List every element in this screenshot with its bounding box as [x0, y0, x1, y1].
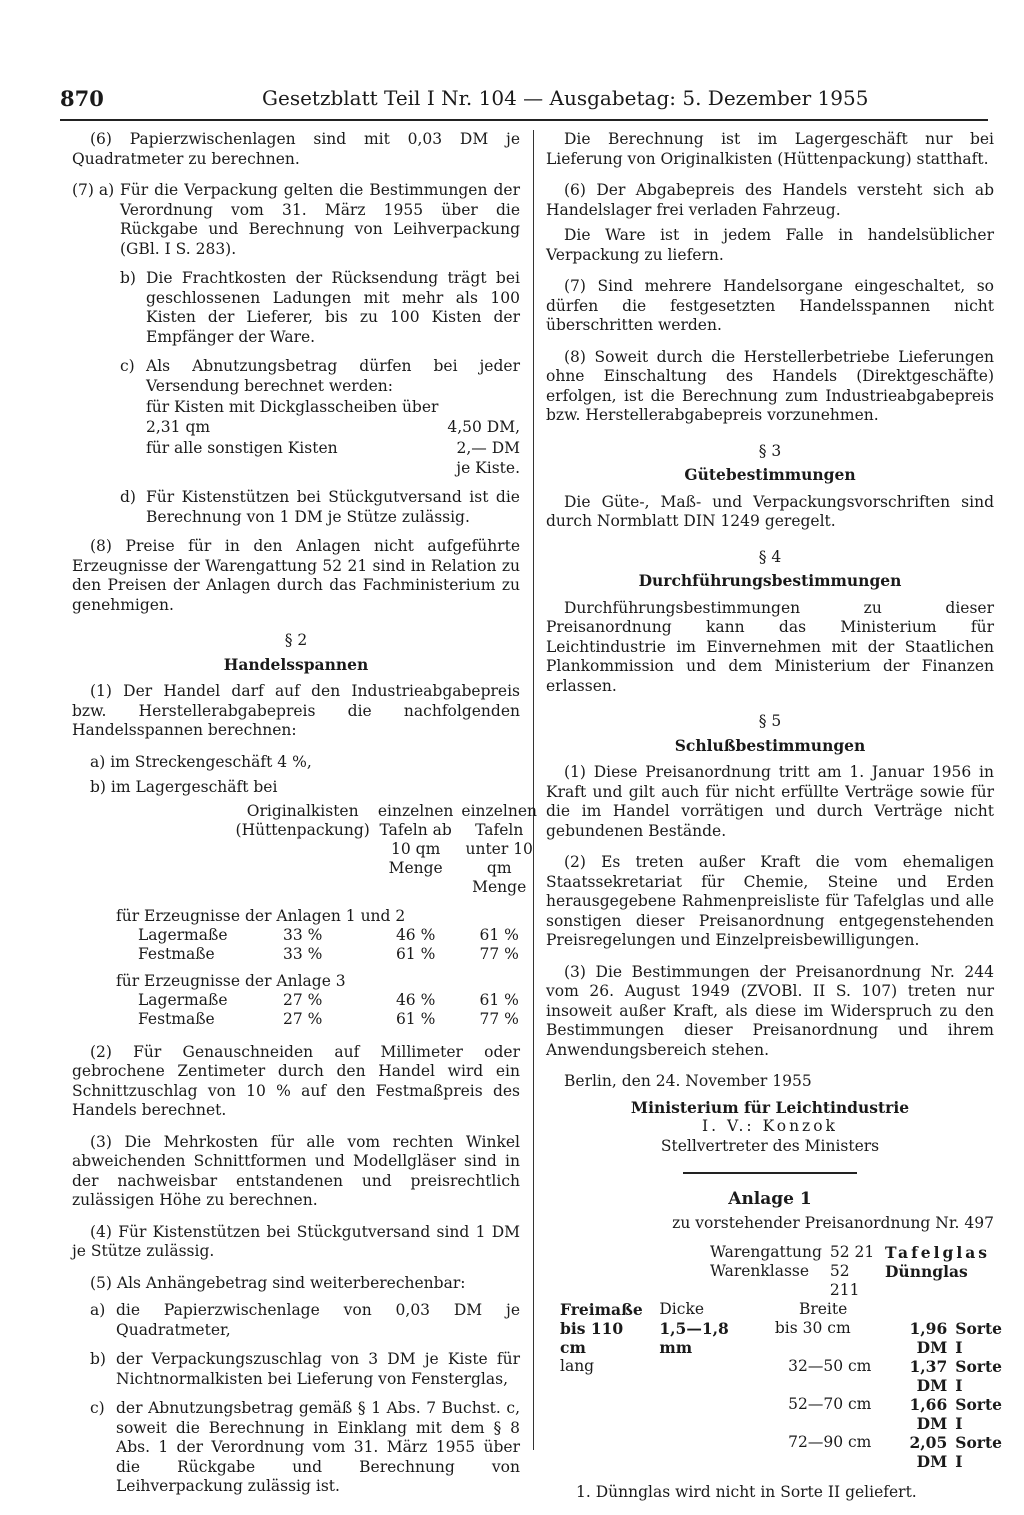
paragraph-8: (8) Preise für in den Anlagen nicht aufgeführte Erzeugnisse der Warengattung 52 21 sind in Relation zu den Preisen der Anlagen durch das Fachministerium zu genehmigen.: [72, 537, 520, 614]
right-column: [546, 130, 1002, 1515]
s5-paragraph-1: (1) Diese Preisanordnung tritt am 1. Januar 1956 in Kraft und gilt auch für nicht erfüllte Verträge sowie für die im Handel vorrätigen und durch Verträge nicht gebundenen Bestände.: [546, 763, 994, 840]
s2-paragraph-3: (3) Die Mehrkosten für alle vom rechten Winkel abweichenden Schnittformen und Modellgläser sind in der nachweisbar entstandenen und preisrechtlich zulässigen Höhe zu berechnen.: [72, 1132, 520, 1209]
header-originalkisten: Originalkisten (Hüttenpackung): [235, 801, 370, 839]
price-table-header: [556, 1300, 1006, 1319]
price-table: [556, 1300, 1006, 1471]
section-2-number: § 2: [284, 631, 308, 649]
col-dicke: Dicke: [659, 1300, 705, 1318]
item-text: Für Kistenstützen bei Stückgutversand ist die Berechnung von 1 DM je Stütze zulässig.: [146, 488, 520, 526]
r-paragraph-8: (8) Soweit durch die Herstellerbetriebe Lieferungen ohne Einschaltung des Handels (Direktgeschäfte) erfolgen, ist die Berechnung zum Industrieabgabepreis bzw. Herstellerabgabepreis vorzunehmen.: [546, 347, 994, 424]
anlage-footnote: 1. Dünnglas wird nicht in Sorte II geliefert.: [576, 1483, 917, 1501]
group-anlage-3: für Erzeugnisse der Anlage 3: [116, 971, 346, 990]
paragraph-7a: [72, 181, 520, 259]
left-column: [72, 130, 537, 1507]
paragraph-7d: [120, 488, 520, 527]
table-row: lang 32—50 cm 1,37 DM Sorte I: [560, 1357, 1002, 1395]
table-row: 52—70 cm 1,66 DM Sorte I: [788, 1395, 1002, 1433]
table-row: Festmaße 27 % 61 % 77 %: [138, 1009, 519, 1028]
page-header: [60, 86, 990, 116]
warenklasse-name: Dünnglas: [884, 1262, 968, 1281]
paragraph-7c: [120, 357, 520, 396]
header-unter-10qm: einzelnen Tafeln unter 10 qm Menge: [461, 801, 537, 896]
signer-name: I. V.: Konzok: [702, 1117, 838, 1135]
anlage-subtitle: zu vorstehender Preisanordnung Nr. 497: [672, 1213, 994, 1232]
s2-item-a: a) im Streckengeschäft 4 %,: [90, 752, 312, 771]
r-paragraph-6b: Die Ware ist in jedem Falle in handelsüblicher Verpackung zu liefern.: [546, 226, 994, 264]
s2-paragraph-5c: c) der Abnutzungsbetrag gemäß § 1 Abs. 7 Buchst. c, soweit die Berechnung in Einklang mit dem § 8 Abs. 1 der Verordnung vom 31. März 1955 über die Rückgabe und Berechnung von Leihverpackung zulässig ist.: [90, 1399, 520, 1495]
r-paragraph-continued: Die Berechnung ist im Lagergeschäft nur bei Lieferung von Originalkisten (Hüttenpackung) statthaft.: [546, 130, 994, 168]
s2-paragraph-5a: a) die Papierzwischenlage von 0,03 DM je Quadratmeter,: [90, 1301, 520, 1339]
section-5-title: Schlußbestimmungen: [674, 735, 866, 755]
warengattung-name: Tafelglas: [884, 1243, 990, 1262]
section-4-number: § 4: [758, 547, 782, 566]
ware-classification: [706, 1243, 994, 1300]
paragraph-7b: [120, 269, 520, 347]
table-row: 72—90 cm 2,05 DM Sorte I: [788, 1433, 1002, 1471]
section-4-title: Durchführungsbestimmungen: [638, 571, 902, 590]
s5-paragraph-3: (3) Die Bestimmungen der Preisanordnung Nr. 244 vom 26. August 1949 (ZVOBl. II S. 107) treten nur insoweit außer Kraft, als diese im Widerspruch zu den Bestimmungen dieser Preisanordnung und ihrem Anwendungsbereich stehen.: [546, 962, 994, 1059]
abnutzung-row-1: [146, 398, 520, 437]
group-anlagen-1-2: für Erzeugnisse der Anlagen 1 und 2: [116, 906, 406, 925]
table-row: Festmaße 33 % 61 % 77 %: [138, 944, 519, 963]
warengattung-code: 52 21: [829, 1243, 875, 1261]
s2-paragraph-4: (4) Für Kistenstützen bei Stückgutversand sind 1 DM je Stütze zulässig.: [72, 1222, 520, 1260]
section-2-title: Handelsspannen: [223, 654, 369, 674]
s2-item-b: b) im Lagergeschäft bei: [90, 778, 278, 796]
abnutzung-label: für Kisten mit Dickglasscheiben über 2,31 qm: [146, 398, 439, 436]
anlage-title: Anlage 1: [728, 1189, 812, 1209]
table-row: bis 110 cm 1,5—1,8 mm bis 30 cm 1,96 DM Sorte I: [560, 1319, 1002, 1357]
r-paragraph-6: (6) Der Abgabepreis des Handels versteht sich ab Handelslager frei verladen Fahrzeug.: [546, 181, 994, 219]
section-3-title: Gütebestimmungen: [684, 465, 856, 484]
running-title: Gesetzblatt Teil I Nr. 104 — Ausgabetag: 5. Dezember 1955: [262, 86, 869, 110]
s2-paragraph-5: (5) Als Anhängebetrag sind weiterberechenbar:: [90, 1273, 466, 1292]
section-separator: [683, 1172, 857, 1174]
s3-paragraph: Die Güte-, Maß- und Verpackungsvorschriften sind durch Normblatt DIN 1249 geregelt.: [546, 492, 994, 530]
header-rule: [60, 119, 988, 121]
s2-paragraph-1: (1) Der Handel darf auf den Industrieabgabepreis bzw. Herstellerabgabepreis die nachfolgenden Handelsspannen berechnen:: [72, 682, 520, 739]
r-paragraph-7: (7) Sind mehrere Handelsorgane eingeschaltet, so dürfen die festgesetzten Handelsspannen nicht überschritten werden.: [546, 277, 994, 334]
table-row: Lagermaße 33 % 46 % 61 %: [138, 925, 519, 944]
table-row: Lagermaße 27 % 46 % 61 %: [138, 990, 519, 1009]
item-text: Die Frachtkosten der Rücksendung trägt bei geschlossenen Ladungen mit mehr als 100 Kisten der Lieferer, bis zu 100 Kisten der Empfänger der Ware.: [146, 269, 520, 346]
item-label: c): [120, 357, 135, 375]
item-label: b): [120, 269, 136, 287]
warengattung-label: Warengattung: [710, 1243, 822, 1261]
abnutzung-value: 2,— DM je Kiste.: [456, 439, 520, 477]
margin-table-header: [112, 802, 541, 897]
col-breite: Breite: [798, 1300, 848, 1318]
column-divider: [533, 130, 534, 1450]
s2-paragraph-2: (2) Für Genauschneiden auf Millimeter oder gebrochene Zentimeter durch den Handel wird ein Schnittzuschlag von 10 % auf den Festmaßpreis des Handels berechnet.: [72, 1042, 520, 1119]
s2-paragraph-5b: b) der Verpackungszuschlag von 3 DM je Kiste für Nichtnormalkisten bei Lieferung von Fensterglas,: [90, 1350, 520, 1388]
margin-table: [112, 802, 541, 1029]
item-text: Als Abnutzungsbetrag dürfen bei jeder Versendung berechnet werden:: [146, 357, 520, 395]
section-3-number: § 3: [758, 441, 782, 460]
header-ab-10qm: einzelnen Tafeln ab 10 qm Menge: [377, 801, 454, 877]
abnutzung-row-2: [146, 439, 520, 478]
page-number: 870: [60, 86, 104, 111]
ministry-name: Ministerium für Leichtindustrie: [630, 1097, 910, 1117]
s4-paragraph: Durchführungsbestimmungen zu dieser Preisanordnung kann das Ministerium für Leichtindustrie im Einvernehmen mit der Staatlichen Plankommission und dem Ministerium der Finanzen erlassen.: [546, 598, 994, 695]
paragraph-6: (6) Papierzwischenlagen sind mit 0,03 DM je Quadratmeter zu berechnen.: [72, 130, 520, 168]
section-5-number: § 5: [758, 712, 782, 730]
warenklasse-label: Warenklasse: [710, 1262, 810, 1280]
warenklasse-code: 52 211: [829, 1262, 860, 1299]
item-label: (7) a): [72, 181, 115, 199]
place-date: Berlin, den 24. November 1955: [564, 1072, 812, 1090]
s5-paragraph-2: (2) Es treten außer Kraft die vom ehemaligen Staatssekretariat für Chemie, Steine und Erden herausgegebene Rahmenpreisliste für Tafelglas und alle sonstigen dieser Preisanordnung entgegenstehenden Preisregelungen und Einzelpreisbewilligungen.: [546, 853, 994, 949]
item-text: Für die Verpackung gelten die Bestimmungen der Verordnung vom 31. März 1955 über die Rückgabe und Berechnung von Leihverpackung (GBl. I S. 283).: [120, 181, 520, 258]
col-freimasse: Freimaße: [560, 1300, 643, 1319]
abnutzung-label: für alle sonstigen Kisten: [146, 439, 338, 457]
abnutzung-value: 4,50 DM,: [447, 417, 520, 436]
item-label: d): [120, 488, 136, 506]
signer-role: Stellvertreter des Ministers: [660, 1136, 880, 1155]
